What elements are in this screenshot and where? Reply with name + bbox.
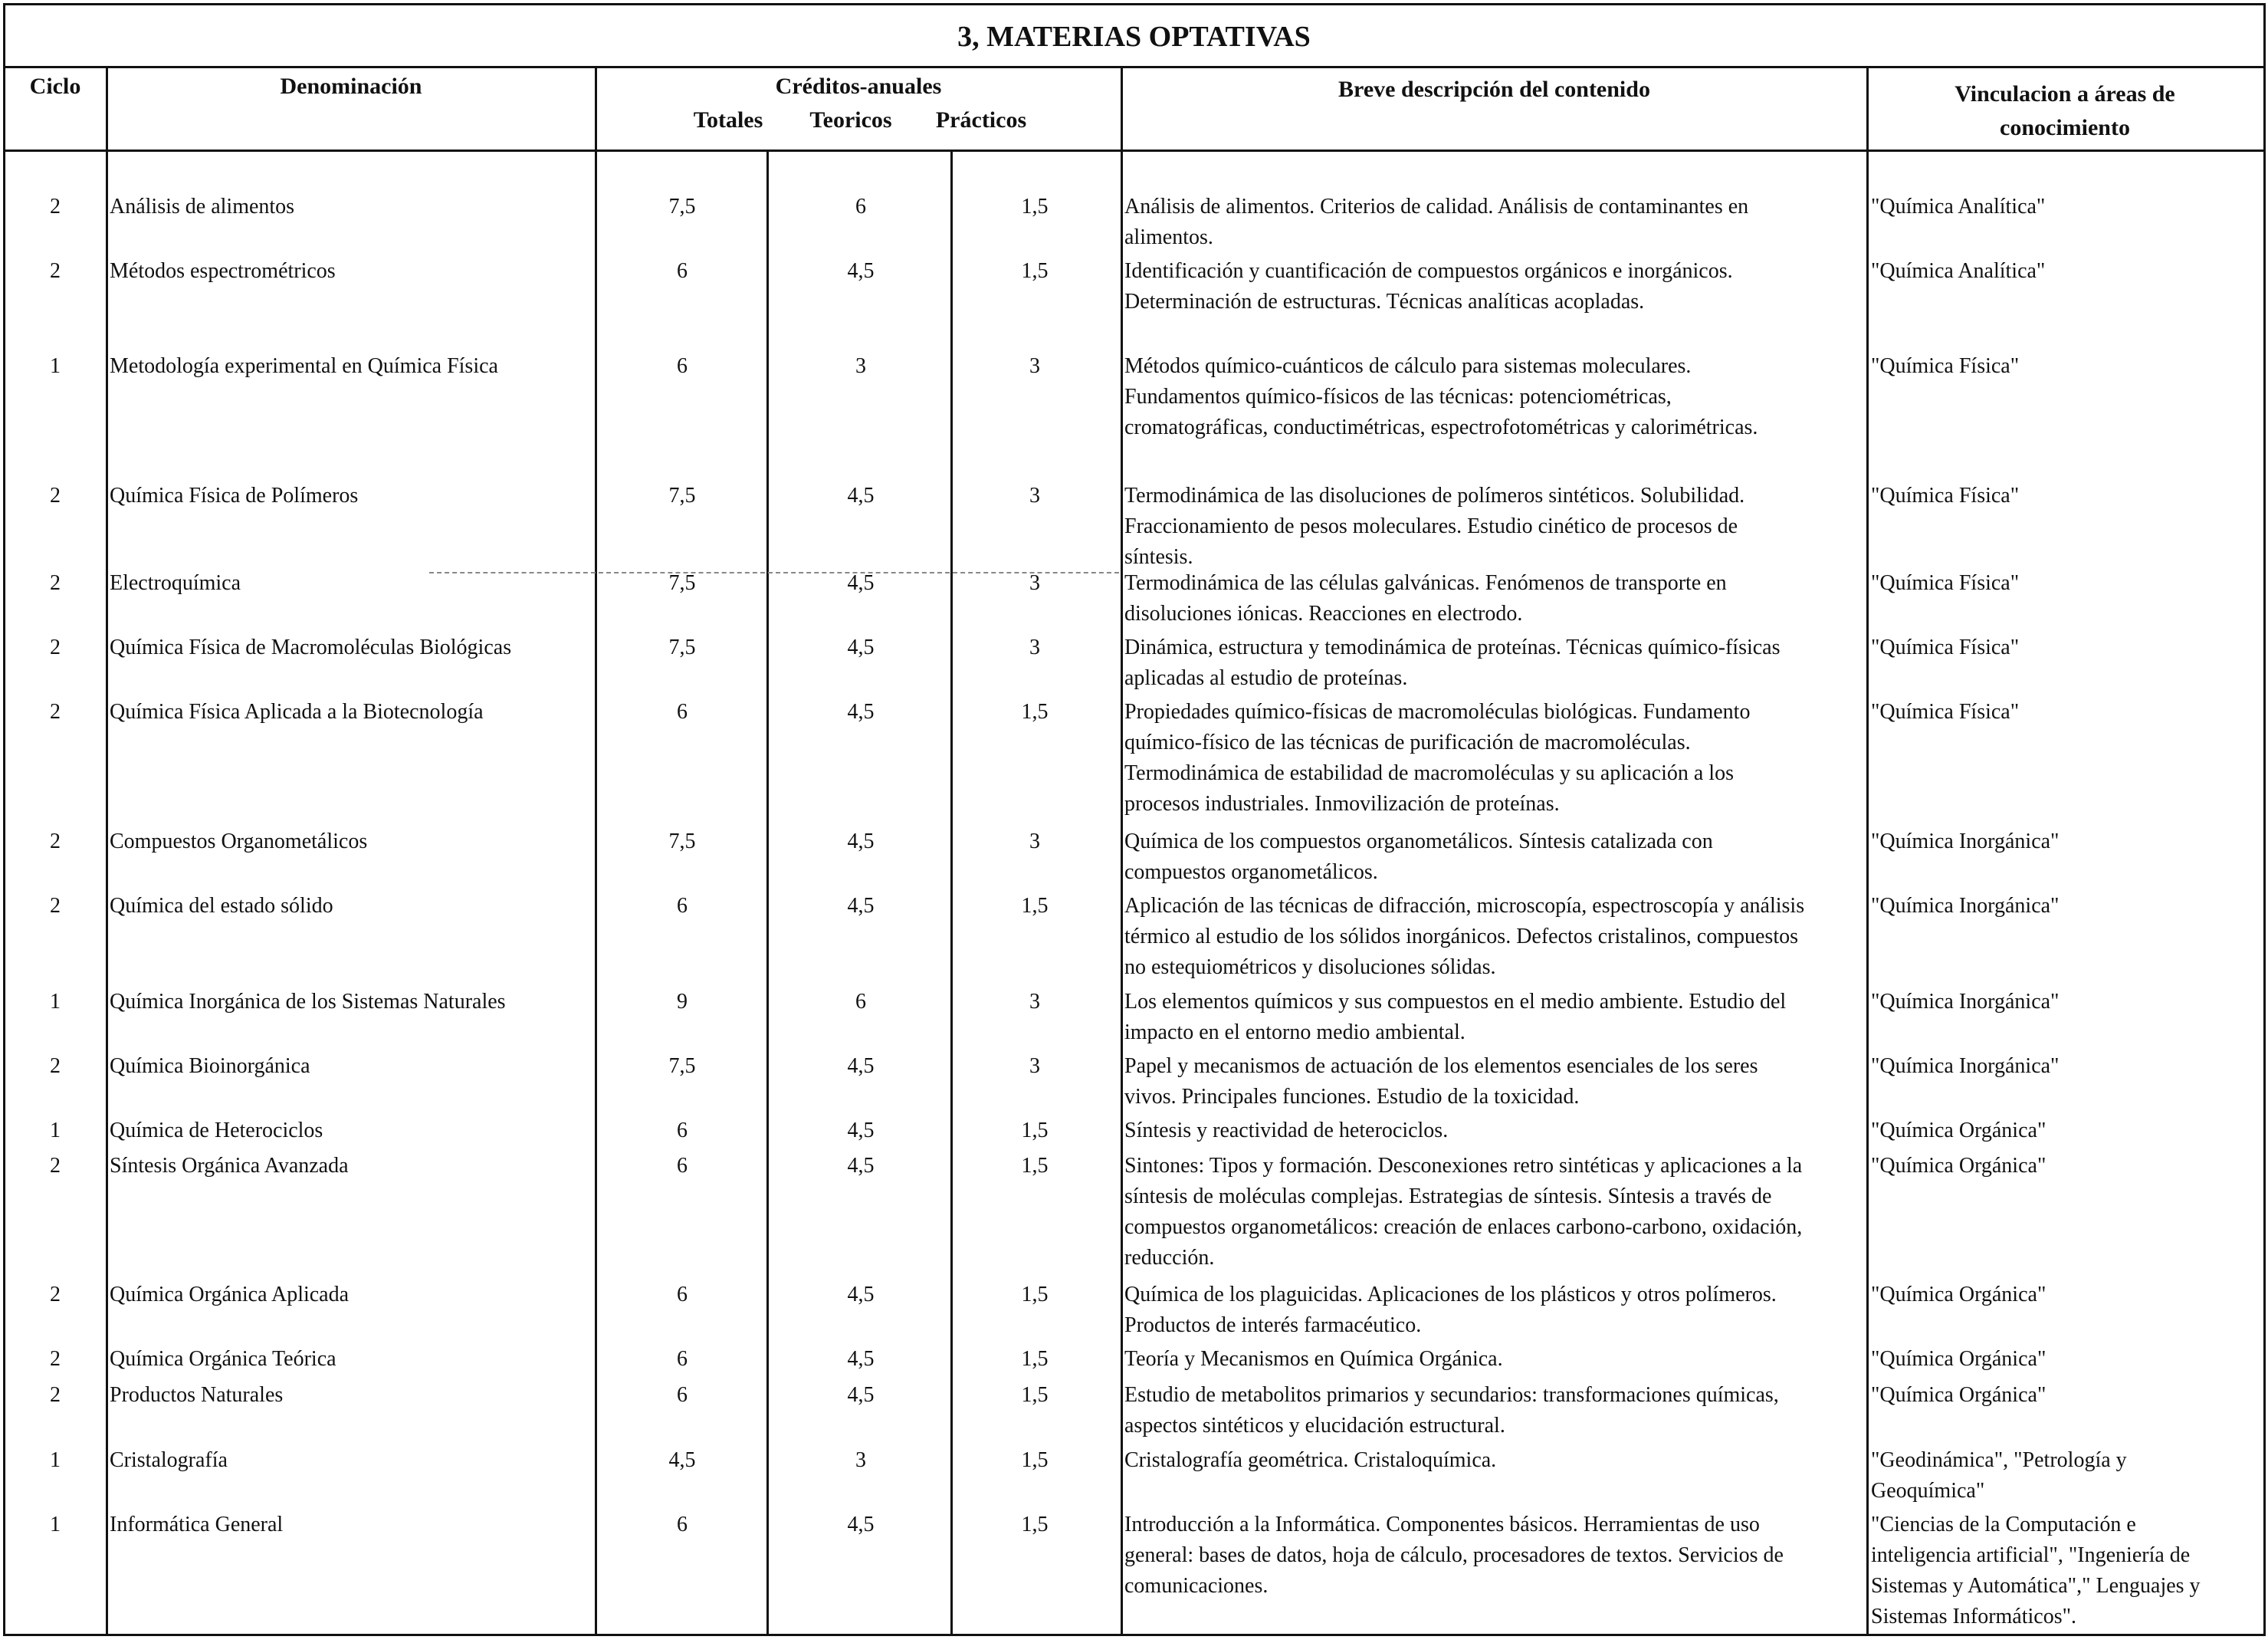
header-teoricos: Teoricos <box>809 107 892 133</box>
cell-denominacion: Análisis de alimentos <box>110 195 295 219</box>
cell-area-line: "Química Inorgánica" <box>1871 990 2060 1014</box>
cell-descripcion-line: Sintones: Tipos y formación. Desconexiones retro sintéticas y aplicaciones a la <box>1124 1154 1803 1178</box>
cell-denominacion: Química Inorgánica de los Sistemas Naturales <box>110 990 506 1014</box>
cell-descripcion-line: térmico al estudio de los sólidos inorgánicos. Defectos cristalinos, compuestos <box>1124 925 1798 948</box>
cell-teoricos: 3 <box>855 1448 866 1472</box>
cell-teoricos: 4,5 <box>847 1383 875 1407</box>
cell-ciclo: 2 <box>50 636 61 659</box>
cell-area-line: "Ciencias de la Computación e <box>1871 1513 2136 1536</box>
col-line-ciclo <box>106 66 108 1634</box>
cell-ciclo: 2 <box>50 1347 61 1371</box>
cell-teoricos: 4,5 <box>847 830 875 853</box>
cell-practicos: 3 <box>1029 571 1040 595</box>
cell-totales: 6 <box>677 894 688 918</box>
cell-practicos: 3 <box>1029 830 1040 853</box>
page-title: 3, MATERIAS OPTATIVAS <box>957 21 1311 53</box>
header-practicos: Prácticos <box>935 107 1027 133</box>
cell-totales: 6 <box>677 1513 688 1536</box>
cell-teoricos: 4,5 <box>847 571 875 595</box>
cell-teoricos: 6 <box>855 195 866 219</box>
cell-ciclo: 1 <box>50 354 61 378</box>
cell-practicos: 3 <box>1029 990 1040 1014</box>
cell-denominacion: Química Bioinorgánica <box>110 1054 310 1078</box>
cell-practicos: 3 <box>1029 354 1040 378</box>
cell-totales: 6 <box>677 1283 688 1306</box>
cell-teoricos: 4,5 <box>847 636 875 659</box>
cell-totales: 7,5 <box>668 195 696 219</box>
cell-teoricos: 4,5 <box>847 1154 875 1178</box>
cell-area-line: "Química Orgánica" <box>1871 1347 2046 1371</box>
header-vinculacion-line2: conocimiento <box>2000 115 2130 140</box>
cell-descripcion-line: Estudio de metabolitos primarios y secundarios: transformaciones químicas, <box>1124 1383 1779 1407</box>
cell-totales: 7,5 <box>668 484 696 508</box>
cell-descripcion-line: Determinación de estructuras. Técnicas analíticas acopladas. <box>1124 290 1645 314</box>
cell-descripcion-line: Métodos químico-cuánticos de cálculo para sistemas moleculares. <box>1124 354 1692 378</box>
cell-area-line: "Química Orgánica" <box>1871 1283 2046 1306</box>
cell-descripcion-line: impacto en el entorno medio ambiental. <box>1124 1020 1466 1044</box>
cell-teoricos: 3 <box>855 354 866 378</box>
header-totales: Totales <box>693 107 763 133</box>
cell-descripcion-line: Termodinámica de las disoluciones de polímeros sintéticos. Solubilidad. <box>1124 484 1745 508</box>
cell-descripcion-line: síntesis de moléculas complejas. Estrategias de síntesis. Síntesis a través de <box>1124 1185 1772 1208</box>
cell-descripcion-line: Fundamentos químico-físicos de las técnicas: potenciométricas, <box>1124 385 1672 409</box>
cell-teoricos: 4,5 <box>847 1054 875 1078</box>
cell-practicos: 1,5 <box>1021 894 1049 918</box>
cell-descripcion-line: Dinámica, estructura y temodinámica de proteínas. Técnicas químico-físicas <box>1124 636 1781 659</box>
cell-denominacion: Química de Heterociclos <box>110 1119 323 1142</box>
cell-teoricos: 4,5 <box>847 700 875 724</box>
cell-practicos: 3 <box>1029 484 1040 508</box>
cell-area-line: "Química Analítica" <box>1871 259 2046 283</box>
cell-descripcion-line: compuestos organometálicos. <box>1124 860 1378 884</box>
cell-ciclo: 2 <box>50 1154 61 1178</box>
cell-descripcion-line: Termodinámica de las células galvánicas. Fenómenos de transporte en <box>1124 571 1727 595</box>
cell-practicos: 3 <box>1029 636 1040 659</box>
cell-practicos: 1,5 <box>1021 1154 1049 1178</box>
cell-ciclo: 1 <box>50 1448 61 1472</box>
cell-descripcion-line: Papel y mecanismos de actuación de los elementos esenciales de los seres <box>1124 1054 1758 1078</box>
col-line-denominacion <box>595 66 597 1634</box>
cell-area-line: "Química Inorgánica" <box>1871 894 2060 918</box>
cell-practicos: 1,5 <box>1021 1283 1049 1306</box>
cell-totales: 6 <box>677 1154 688 1178</box>
cell-descripcion-line: Identificación y cuantificación de compuestos orgánicos e inorgánicos. <box>1124 259 1733 283</box>
cell-practicos: 1,5 <box>1021 195 1049 219</box>
cell-descripcion-line: cromatográficas, conductimétricas, espectrofotométricas y calorimétricas. <box>1124 416 1758 439</box>
cell-denominacion: Productos Naturales <box>110 1383 284 1407</box>
cell-area-line: "Química Física" <box>1871 484 2020 508</box>
cell-descripcion-line: aspectos sintéticos y elucidación estructural. <box>1124 1414 1505 1438</box>
cell-descripcion-line: Aplicación de las técnicas de difracción, microscopía, espectroscopía y análisis <box>1124 894 1805 918</box>
col-line-creditos <box>1121 66 1123 1634</box>
cell-denominacion: Informática General <box>110 1513 284 1536</box>
cell-teoricos: 4,5 <box>847 1283 875 1306</box>
cell-descripcion-line: Productos de interés farmacéutico. <box>1124 1313 1422 1337</box>
cell-totales: 7,5 <box>668 830 696 853</box>
cell-descripcion-line: químico-físico de las técnicas de purificación de macromoléculas. <box>1124 731 1691 754</box>
cell-ciclo: 2 <box>50 1383 61 1407</box>
cell-totales: 7,5 <box>668 636 696 659</box>
cell-descripcion-line: Los elementos químicos y sus compuestos en el medio ambiente. Estudio del <box>1124 990 1787 1014</box>
cell-denominacion: Química del estado sólido <box>110 894 333 918</box>
cell-area-line: "Química Analítica" <box>1871 195 2046 219</box>
cell-descripcion-line: Termodinámica de estabilidad de macromoléculas y su aplicación a los <box>1124 761 1734 785</box>
cell-ciclo: 2 <box>50 894 61 918</box>
cell-denominacion: Química Física de Polímeros <box>110 484 359 508</box>
cell-teoricos: 6 <box>855 990 866 1014</box>
cell-totales: 6 <box>677 1383 688 1407</box>
cell-ciclo: 2 <box>50 259 61 283</box>
cell-practicos: 1,5 <box>1021 1347 1049 1371</box>
cell-descripcion-line: alimentos. <box>1124 225 1213 249</box>
header-denominacion: Denominación <box>280 74 422 99</box>
cell-denominacion: Química Física Aplicada a la Biotecnología <box>110 700 484 724</box>
cell-area-line: "Química Inorgánica" <box>1871 1054 2060 1078</box>
cell-descripcion-line: procesos industriales. Inmovilización de proteínas. <box>1124 792 1560 816</box>
cell-area-line: "Geodinámica", "Petrología y <box>1871 1448 2127 1472</box>
cell-denominacion: Química Orgánica Aplicada <box>110 1283 350 1306</box>
cell-descripcion-line: Propiedades químico-físicas de macromoléculas biológicas. Fundamento <box>1124 700 1751 724</box>
cell-area-line: "Química Inorgánica" <box>1871 830 2060 853</box>
cell-practicos: 1,5 <box>1021 1448 1049 1472</box>
cell-denominacion: Compuestos Organometálicos <box>110 830 368 853</box>
cell-descripcion-line: Cristalografía geométrica. Cristaloquímica. <box>1124 1448 1497 1472</box>
cell-practicos: 1,5 <box>1021 1119 1049 1142</box>
cell-ciclo: 2 <box>50 700 61 724</box>
cell-descripcion-line: Teoría y Mecanismos en Química Orgánica. <box>1124 1347 1503 1371</box>
col-line-totales <box>766 150 769 1634</box>
cell-ciclo: 2 <box>50 830 61 853</box>
cell-descripcion-line: Análisis de alimentos. Criterios de calidad. Análisis de contaminantes en <box>1124 195 1749 219</box>
cell-totales: 4,5 <box>668 1448 696 1472</box>
cell-totales: 7,5 <box>668 1054 696 1078</box>
cell-denominacion: Síntesis Orgánica Avanzada <box>110 1154 349 1178</box>
cell-denominacion: Electroquímica <box>110 571 241 595</box>
cell-descripcion-line: Fraccionamiento de pesos moleculares. Estudio cinético de procesos de <box>1124 514 1738 538</box>
cell-descripcion-line: general: bases de datos, hoja de cálculo, procesadores de textos. Servicios de <box>1124 1543 1784 1567</box>
cell-area-line: inteligencia artificial", "Ingeniería de <box>1871 1543 2191 1567</box>
cell-denominacion: Metodología experimental en Química Física <box>110 354 498 378</box>
cell-descripcion-line: disoluciones iónicas. Reacciones en electrodo. <box>1124 602 1523 626</box>
cell-teoricos: 4,5 <box>847 259 875 283</box>
cell-descripcion-line: Química de los compuestos organometálicos. Síntesis catalizada con <box>1124 830 1713 853</box>
cell-practicos: 1,5 <box>1021 1383 1049 1407</box>
cell-area-line: "Química Física" <box>1871 636 2020 659</box>
cell-practicos: 1,5 <box>1021 700 1049 724</box>
cell-ciclo: 1 <box>50 1119 61 1142</box>
header-creditos: Créditos-anuales <box>775 74 942 99</box>
header-descripcion: Breve descripción del contenido <box>1338 77 1650 102</box>
cell-area-line: "Química Física" <box>1871 571 2020 595</box>
cell-descripcion-line: Química de los plaguicidas. Aplicaciones de los plásticos y otros polímeros. <box>1124 1283 1777 1306</box>
cell-descripcion-line: no estequiométricos y disoluciones sólidas. <box>1124 955 1496 979</box>
cell-area-line: Geoquímica" <box>1871 1479 1985 1503</box>
header-divider <box>3 150 2263 152</box>
cell-descripcion-line: Introducción a la Informática. Componentes básicos. Herramientas de uso <box>1124 1513 1760 1536</box>
cell-ciclo: 1 <box>50 990 61 1014</box>
cell-area-line: "Química Orgánica" <box>1871 1154 2046 1178</box>
col-line-teoricos <box>950 150 953 1634</box>
cell-totales: 6 <box>677 1347 688 1371</box>
cell-denominacion: Cristalografía <box>110 1448 228 1472</box>
title-divider <box>3 66 2263 68</box>
cell-totales: 7,5 <box>668 571 696 595</box>
cell-descripcion-line: síntesis. <box>1124 545 1193 569</box>
cell-totales: 6 <box>677 259 688 283</box>
cell-ciclo: 2 <box>50 484 61 508</box>
cell-ciclo: 2 <box>50 571 61 595</box>
cell-teoricos: 4,5 <box>847 894 875 918</box>
cell-descripcion-line: vivos. Principales funciones. Estudio de la toxicidad. <box>1124 1085 1580 1109</box>
cell-totales: 9 <box>677 990 688 1014</box>
cell-descripcion-line: Síntesis y reactividad de heterociclos. <box>1124 1119 1449 1142</box>
cell-practicos: 3 <box>1029 1054 1040 1078</box>
cell-ciclo: 2 <box>50 1054 61 1078</box>
cell-teoricos: 4,5 <box>847 1513 875 1536</box>
cell-denominacion: Química Orgánica Teórica <box>110 1347 336 1371</box>
col-line-descripcion <box>1866 66 1869 1634</box>
cell-denominacion: Química Física de Macromoléculas Biológicas <box>110 636 512 659</box>
cell-totales: 6 <box>677 700 688 724</box>
cell-teoricos: 4,5 <box>847 484 875 508</box>
cell-practicos: 1,5 <box>1021 1513 1049 1536</box>
cell-ciclo: 2 <box>50 195 61 219</box>
cell-descripcion-line: aplicadas al estudio de proteínas. <box>1124 666 1408 690</box>
cell-area-line: "Química Orgánica" <box>1871 1119 2046 1142</box>
cell-ciclo: 2 <box>50 1283 61 1306</box>
cell-descripcion-line: reducción. <box>1124 1246 1215 1270</box>
cell-area-line: "Química Orgánica" <box>1871 1383 2046 1407</box>
cell-totales: 6 <box>677 1119 688 1142</box>
cell-area-line: Sistemas Informáticos". <box>1871 1605 2077 1628</box>
cell-ciclo: 1 <box>50 1513 61 1536</box>
header-ciclo: Ciclo <box>29 74 81 99</box>
header-vinculacion-line1: Vinculacion a áreas de <box>1955 81 2175 107</box>
cell-area-line: "Química Física" <box>1871 354 2020 378</box>
cell-area-line: Sistemas y Automática"," Lenguajes y <box>1871 1574 2201 1598</box>
cell-denominacion: Métodos espectrométricos <box>110 259 336 283</box>
cell-teoricos: 4,5 <box>847 1119 875 1142</box>
cell-totales: 6 <box>677 354 688 378</box>
cell-teoricos: 4,5 <box>847 1347 875 1371</box>
cell-practicos: 1,5 <box>1021 259 1049 283</box>
cell-area-line: "Química Física" <box>1871 700 2020 724</box>
cell-descripcion-line: comunicaciones. <box>1124 1574 1269 1598</box>
cell-descripcion-line: compuestos organometálicos: creación de enlaces carbono-carbono, oxidación, <box>1124 1215 1803 1239</box>
